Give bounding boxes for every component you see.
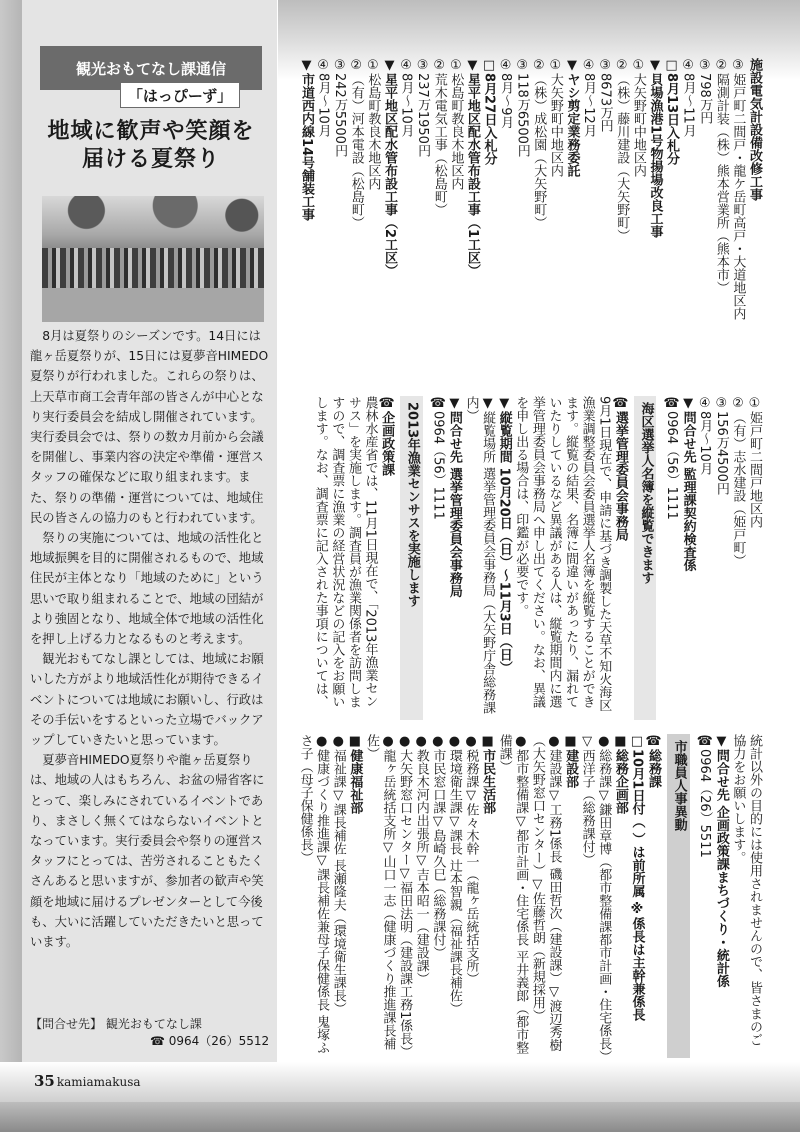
notice-line: □10月1日付（ ）は前所属 ※係長は主幹兼係長 bbox=[629, 734, 645, 1022]
notice-line: ③242万5500円 bbox=[332, 58, 348, 157]
magazine-name: kamiamakusa bbox=[56, 1075, 141, 1089]
notice-line: □8月13日入札分 bbox=[664, 58, 680, 166]
notice-line: ④8月～11月 bbox=[680, 58, 696, 137]
notice-line: ■総務企画部 bbox=[612, 734, 628, 814]
body-paragraph: 観光おもてなし課としては、地域にお願いした方がより地域活性化が期待できるイベントについては地域にお願いし、行政はその手伝いをするといった立場でバックアップしていきたいと思っています。 bbox=[30, 652, 264, 748]
notice-line: ①姫戸町二間戸地区内 bbox=[747, 396, 762, 528]
notice-line: ■建設部 bbox=[563, 734, 579, 788]
notice-line: ●市民窓口課▽島崎久巳（総務課付） bbox=[430, 734, 446, 959]
notice-line: □8月27日入札分 bbox=[481, 58, 497, 166]
notice-line: ▼星平地区配水管布設工事（1工区） bbox=[464, 58, 480, 278]
notice-line: ▼市道西内線14号舗装工事 bbox=[298, 58, 314, 222]
notice-line: ☎0964（56）1111 bbox=[430, 396, 446, 520]
headline-line-2: 届ける夏祭り bbox=[81, 147, 220, 172]
article-headline bbox=[40, 118, 262, 174]
notice-line: 市職員人事異動 bbox=[667, 734, 690, 1058]
notice-line: ☎企画政策課 bbox=[379, 396, 395, 476]
notice-line: ☎総務課 bbox=[646, 734, 662, 788]
contact-label: 【問合せ先】 観光おもてなし課 bbox=[30, 1017, 202, 1031]
article-body bbox=[30, 326, 272, 952]
notice-line: ●福祉課▽課長補佐 長瀬隆夫（環境衛生課長） bbox=[330, 734, 346, 1016]
notice-line: ☎0964（56）1111 bbox=[664, 396, 680, 520]
notice-line: ②荒木電気工事（松島町） bbox=[431, 58, 447, 216]
notice-line: ■市民生活部 bbox=[480, 734, 496, 814]
notice-line: ▼問合せ先 選挙管理委員会事務局 bbox=[446, 396, 462, 598]
notice-line: ■健康福祉部 bbox=[347, 734, 363, 814]
left-edge-strip bbox=[0, 0, 22, 1062]
contact-phone: ☎ 0964（26）5512 bbox=[150, 1034, 270, 1048]
notice-line: ▼問合せ先 企画政策課まちづくり・統計係 bbox=[713, 734, 729, 988]
notice-line: ③8673万円 bbox=[597, 58, 613, 133]
notice-line: ④8月～12月 bbox=[581, 58, 597, 137]
photo-crowd bbox=[42, 248, 264, 288]
notice-line: ②（株）成松園（大矢野町） bbox=[531, 58, 547, 229]
notice-line: 2013年漁業センサスを実施します bbox=[400, 396, 423, 720]
notice-line: ②（有）志水建設（姫戸町） bbox=[730, 396, 746, 567]
notice-line: 9月1日現在で、申請に基づき調製した天草不知火海区漁業調整委員会委員選挙人名簿を縦覧することができます。縦覧の結果、名簿に間違いがあったり、漏れていたりしているなど異議がある人は、縦覧期間内に選挙管理委員会事務局へ申し出てください。なお、異議を申し出る場合は、印鑑が必要です。 bbox=[513, 396, 612, 712]
notice-line: ●建設課▽工務1係長 磯田哲次（建設課）▽渡辺秀樹（大矢野窓口センター）▽佐藤哲朗（新規採用） bbox=[529, 734, 562, 1052]
photo-ground bbox=[42, 288, 264, 322]
notice-line: ▼貝場漁港1号物揚場改良工事 bbox=[647, 58, 663, 239]
notice-line: ③156万4500円 bbox=[713, 396, 729, 495]
festival-photo bbox=[42, 196, 264, 322]
notice-line: ▼問合せ先 監理課契約検査係 bbox=[680, 396, 696, 572]
photo-trees bbox=[42, 196, 264, 244]
body-paragraph: 8月は夏祭りのシーズンです。14日には龍ヶ岳夏祭りが、15日には夏夢音HIMEDO夏祭りが行われました。これらの祭りは、上天草市商工会青年部の皆さんが中心となり実行委員会を結成し開催されています。実行委員会では、祭りの数カ月前から会議を開催し、事業内容の決定や準備・運営スタッフの確保などに取り組まれます。また、祭りの準備・運営については、地域住民の皆さんの協力のもと行われています。 bbox=[30, 329, 269, 525]
notice-line: 農林水産省では、11月1日現在で、「2013年漁業センサス」を実施します。調査員が漁業関係者を訪問しますので、調査票に漁業の経営状況などの記入をお願いします。なお、調査票に記入された事項については、統計以外の目的には使用されませんので、皆さまのご協力をお願いします。 bbox=[312, 396, 762, 1046]
notice-line: ②（有）河本電設（松島町） bbox=[348, 58, 364, 229]
page-number-value: 35 bbox=[34, 1072, 55, 1090]
notice-line: 施設電気計設備改修工事 bbox=[747, 58, 762, 201]
column-title: 観光おもてなし課通信 bbox=[40, 46, 262, 90]
notice-line: ③798万円 bbox=[697, 58, 713, 124]
body-paragraph: 祭りの実施については、地域の活性化と地域振興を目的に開催されるもので、地域住民が主体となり「地域のために」という思いで取り組まれることで、地域の団結がより強固となり、地域全体で地域の活性化を押し上げる力となるものと考えます。 bbox=[30, 531, 264, 647]
notice-line: ①松島町教良木地区内 bbox=[448, 58, 464, 190]
notice-line: ④8月～9月 bbox=[498, 58, 514, 129]
notice-line: ④8月～10月 bbox=[697, 396, 713, 475]
notice-line: ▼ヤシ剪定業務委託 bbox=[564, 58, 580, 177]
notice-line: ▼縦覧場所 選挙管理委員会事務局（大矢野庁舎総務課内） bbox=[463, 396, 496, 715]
notice-line: ●龍ヶ岳統括支所▽山口一志（健康づくり推進課長補佐） bbox=[363, 734, 396, 1050]
footer-shadow bbox=[0, 1102, 800, 1132]
page-number bbox=[34, 1072, 141, 1090]
contact-info bbox=[30, 1016, 272, 1050]
notice-line: ●健康づくり推進課▽課長補佐兼母子保健係長 鬼塚ふさ子（母子保健係長） bbox=[297, 734, 330, 1055]
notice-line: ③姫戸町二間戸・龍ケ岳町高戸・大道地区内 bbox=[730, 58, 746, 320]
notice-line: ●都市整備課▽都市計画・住宅係長 平井義郎（都市整備課） bbox=[496, 734, 529, 1055]
notice-line: ①大矢野町中地区内 bbox=[547, 58, 563, 177]
vertical-notices bbox=[292, 58, 762, 1058]
notice-line: ▼縦覧期間 10月20日（日）～11月3日（日） bbox=[496, 396, 512, 674]
notice-line: ☎0964（26）5511 bbox=[697, 734, 713, 858]
notice-line: 海区選挙人名簿を縦覧できます bbox=[634, 396, 657, 720]
notice-line: ☎選挙管理委員会事務局 bbox=[612, 396, 628, 541]
notice-line: ④8月～10月 bbox=[398, 58, 414, 137]
notice-line: ●環境衛生課▽課長 辻本智親（福祉課長補佐） bbox=[446, 734, 462, 1016]
notice-line: ①松島町教良木地区内 bbox=[365, 58, 381, 190]
notice-line: ●税務課▽佐々木幹一（龍ヶ岳統括支所） bbox=[463, 734, 479, 985]
notice-line: ②（株）藤川建設（大矢野町） bbox=[614, 58, 630, 242]
notice-line: ②隔測計装（株）熊本営業所（熊本市） bbox=[713, 58, 729, 294]
headline-line-1: 地域に歓声や笑顔を bbox=[47, 119, 255, 144]
notice-line: ③237万1950円 bbox=[415, 58, 431, 157]
notice-line: ③118万6500円 bbox=[514, 58, 530, 157]
notice-line: ①大矢野町中地区内 bbox=[630, 58, 646, 177]
body-paragraph: 夏夢音HIMEDO夏祭りや龍ヶ岳夏祭りは、地域の人はもちろん、お盆の帰省客にとって、楽しみにされているイベントであり、まさしく無くてはならないイベントとなっています。実行委員会や祭りの運営スタッフにとっては、苦労されることもたくさんあると思いますが、参加者の歓声や笑顔を地域に届けるプレゼンターとして今後も、大いに活躍していただきたいと思っています。 bbox=[30, 753, 265, 950]
notice-line: ▼星平地区配水管布設工事（2工区） bbox=[381, 58, 397, 278]
notice-line: ④8月～10月 bbox=[315, 58, 331, 137]
notice-line: ●大矢野窓口センター▽福田法明（建設課工務1係長） bbox=[397, 734, 413, 1059]
notice-line: ●教良木河内出張所▽吉本昭一（建設課） bbox=[413, 734, 429, 985]
column-subtitle: 「はっぴーず」 bbox=[120, 82, 240, 108]
notice-line: ●総務課▽鎌田章博（都市整備課都市計画・住宅係長）▽西洋子（総務課付） bbox=[579, 734, 612, 1057]
